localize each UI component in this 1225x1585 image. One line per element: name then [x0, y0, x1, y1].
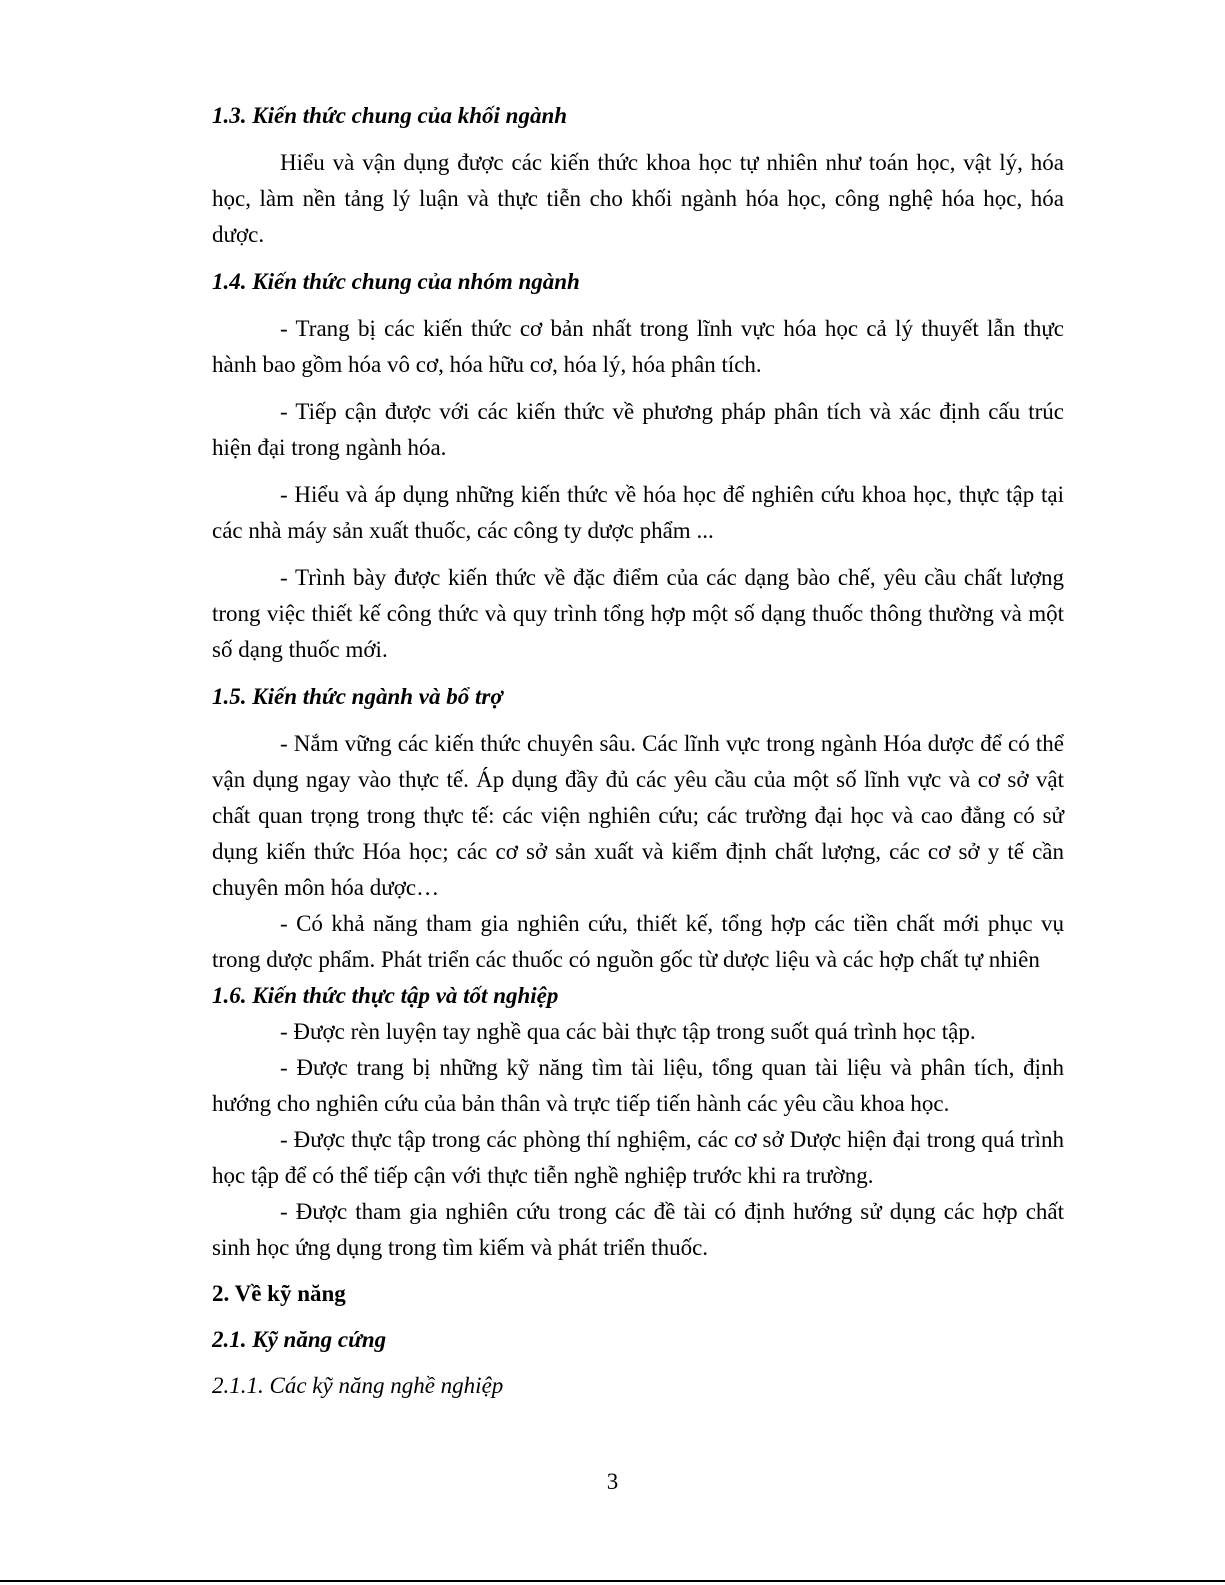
paragraph: - Được trang bị những kỹ năng tìm tài liệu, tổng quan tài liệu và phân tích, định hướng cho nghiên cứu của bản thân và trực tiếp tiến hành các yêu cầu khoa học.: [212, 1055, 1064, 1116]
page-bottom-rule: [0, 1580, 1225, 1582]
skills-heading: 2. Về kỹ năng: [212, 1281, 346, 1306]
hard-skills-heading: 2.1. Kỹ năng cứng: [212, 1327, 387, 1352]
paragraph: - Có khả năng tham gia nghiên cứu, thiết kế, tổng hợp các tiền chất mới phục vụ trong dược phẩm. Phát triển các thuốc có nguồn gốc từ dược liệu và các hợp chất tự nhiên: [212, 911, 1064, 972]
section-heading-1-6: 1.6. Kiến thức thực tập và tốt nghiệp: [212, 983, 559, 1008]
section-heading-1-5: 1.5. Kiến thức ngành và bổ trợ: [212, 684, 503, 709]
page-content: [212, 98, 1064, 1404]
paragraph: - Được thực tập trong các phòng thí nghiệm, các cơ sở Dược hiện đại trong quá trình học tập để có thể tiếp cận với thực tiễn nghề nghiệp trước khi ra trường.: [212, 1127, 1064, 1188]
paragraph: - Nắm vững các kiến thức chuyên sâu. Các lĩnh vực trong ngành Hóa dược để có thể vận dụng ngay vào thực tế. Áp dụng đầy đủ các yêu cầu của một số lĩnh vực và cơ sở vật chất quan trọng trong thực tế: các viện nghiên cứu; các trường đại học và cao đẳng có sử dụng kiến thức Hóa học; các cơ sở sản xuất và kiểm định chất lượng, các cơ sở y tế cần chuyên môn hóa dược…: [212, 731, 1064, 900]
paragraph: - Được rèn luyện tay nghề qua các bài thực tập trong suốt quá trình học tập.: [280, 1019, 976, 1044]
paragraph: - Trang bị các kiến thức cơ bản nhất trong lĩnh vực hóa học cả lý thuyết lẫn thực hành bao gồm hóa vô cơ, hóa hữu cơ, hóa lý, hóa phân tích.: [212, 316, 1064, 377]
professional-skills-heading: 2.1.1. Các kỹ năng nghề nghiệp: [212, 1373, 504, 1398]
section-heading-1-3: 1.3. Kiến thức chung của khối ngành: [212, 103, 568, 128]
section-heading-1-4: 1.4. Kiến thức chung của nhóm ngành: [212, 269, 580, 294]
page-number: 3: [606, 1469, 619, 1494]
paragraph: - Được tham gia nghiên cứu trong các đề tài có định hướng sử dụng các hợp chất sinh học ứng dụng trong tìm kiếm và phát triển thuốc.: [212, 1199, 1064, 1260]
paragraph: - Hiểu và áp dụng những kiến thức về hóa học để nghiên cứu khoa học, thực tập tại các nhà máy sản xuất thuốc, các công ty dược phẩm ...: [212, 482, 1064, 543]
paragraph: Hiểu và vận dụng được các kiến thức khoa học tự nhiên như toán học, vật lý, hóa học, làm nền tảng lý luận và thực tiễn cho khối ngành hóa học, công nghệ hóa học, hóa dược.: [212, 150, 1064, 247]
paragraph: - Tiếp cận được với các kiến thức về phương pháp phân tích và xác định cấu trúc hiện đại trong ngành hóa.: [212, 399, 1064, 460]
paragraph: - Trình bày được kiến thức về đặc điểm của các dạng bào chế, yêu cầu chất lượng trong việc thiết kế công thức và quy trình tổng hợp một số dạng thuốc thông thường và một số dạng thuốc mới.: [212, 565, 1064, 662]
